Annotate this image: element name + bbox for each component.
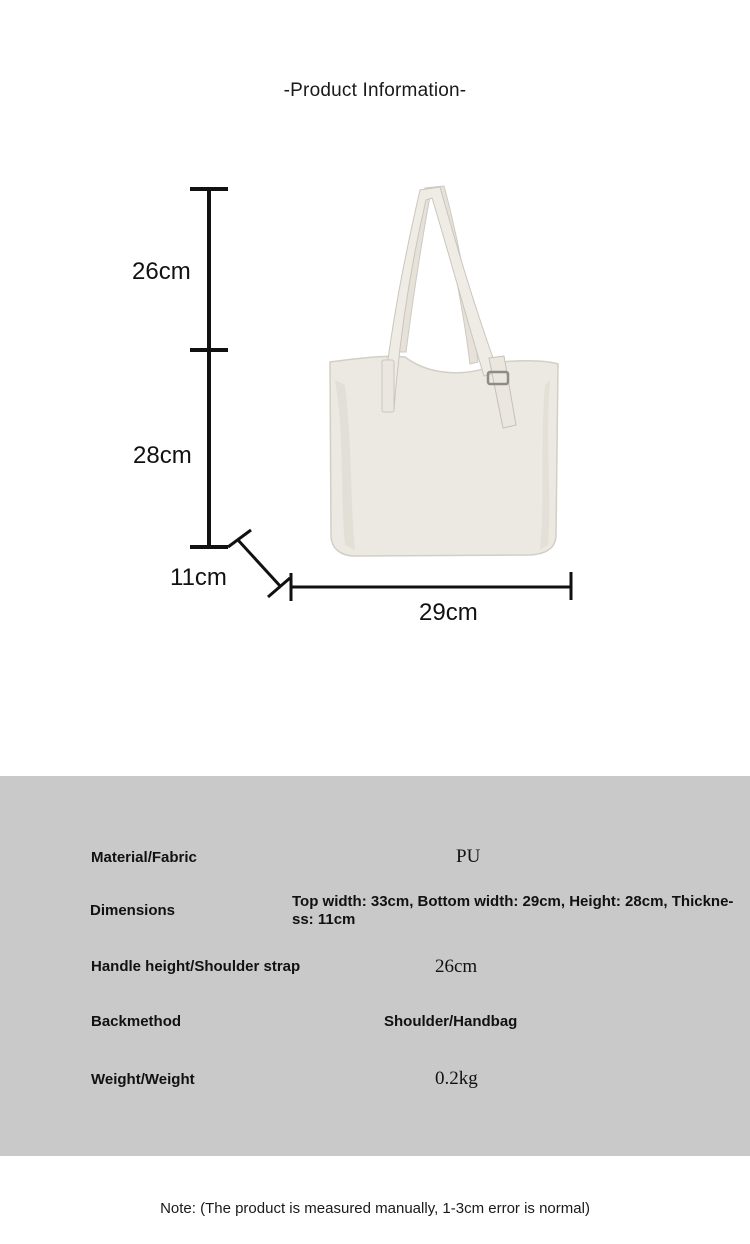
- thickness-label: 11cm: [170, 564, 227, 591]
- page-title: -Product Information-: [283, 80, 467, 101]
- spec-label-dimensions: Dimensions: [90, 902, 176, 919]
- width-ruler: [290, 572, 571, 601]
- spec-label-backmethod: Backmethod: [91, 1013, 182, 1030]
- thickness-ruler: [228, 530, 290, 597]
- spec-table: [0, 776, 750, 1156]
- tote-bag-image: [330, 186, 558, 556]
- spec-value-material: PU: [456, 846, 481, 867]
- body-height-label: 28cm: [133, 442, 192, 469]
- spec-label-material: Material/Fabric: [91, 849, 197, 866]
- spec-value-backmethod: Shoulder/Handbag: [384, 1013, 518, 1030]
- spec-value-dimensions-cont: ss: 11cm: [292, 911, 356, 928]
- width-label: 29cm: [419, 599, 478, 626]
- spec-value-weight: 0.2kg: [435, 1068, 478, 1089]
- spec-label-handle: Handle height/Shoulder strap: [91, 958, 301, 975]
- handle-height-label: 26cm: [132, 258, 191, 285]
- spec-value-dimensions: Top width: 33cm, Bottom width: 29cm, Height: 28cm, Thickne-: [292, 893, 734, 910]
- measurement-note: Note: (The product is measured manually, 1-3cm error is normal): [160, 1200, 590, 1217]
- spec-label-weight: Weight/Weight: [91, 1071, 195, 1088]
- spec-value-handle: 26cm: [435, 956, 478, 977]
- height-ruler: [190, 188, 228, 548]
